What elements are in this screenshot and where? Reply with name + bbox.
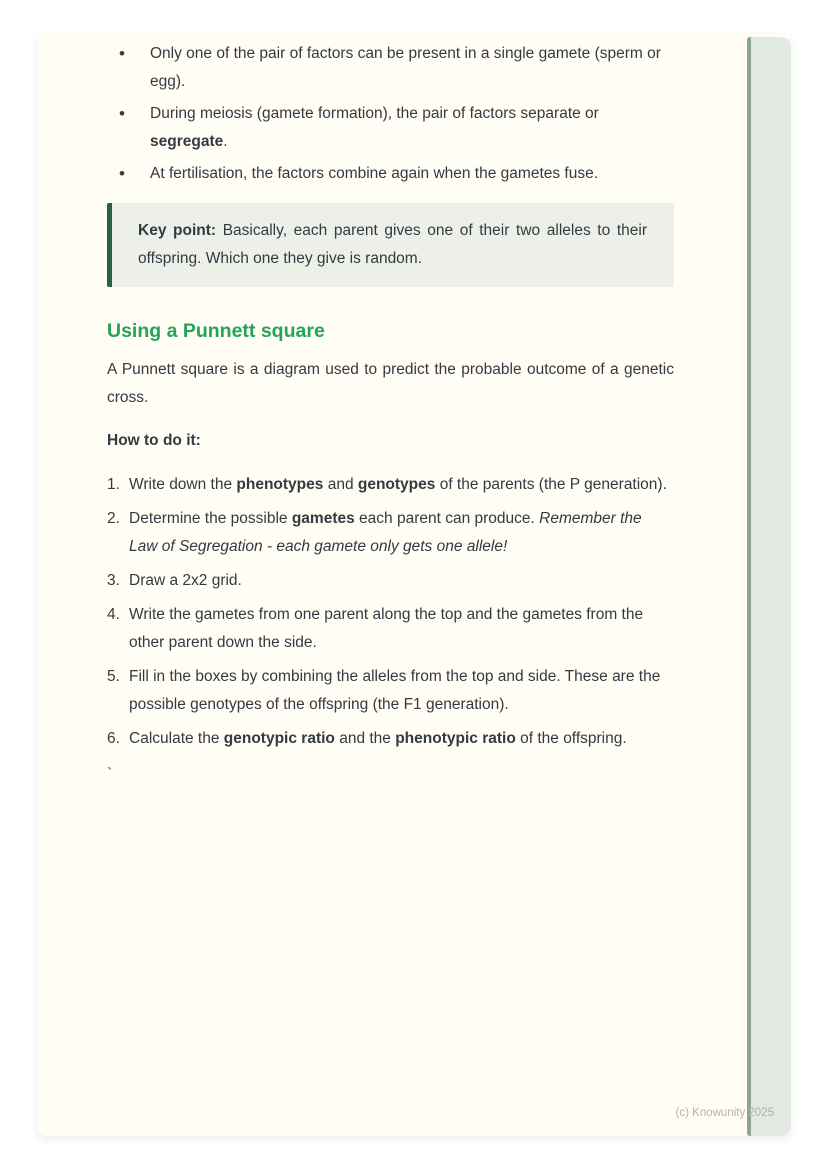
- bullet-list: [107, 40, 674, 188]
- section-heading: Using a Punnett square: [107, 320, 325, 342]
- copyright-watermark: (c) Knowunity 2025: [675, 1107, 774, 1119]
- intro-paragraph: A Punnett square is a diagram used to predict the probable outcome of a genetic cross.: [107, 361, 674, 406]
- step-item: Write the gametes from one parent along the top and the gametes from the other parent down the side.: [129, 606, 644, 651]
- document-page: [37, 34, 791, 1136]
- how-to-subheading: How to do it:: [107, 432, 201, 449]
- step-item: Draw a 2x2 grid.: [129, 572, 242, 589]
- key-point-label: Key point:: [138, 222, 217, 239]
- step-item: Fill in the boxes by combining the alleles from the top and side. These are the possible genotypes of the offspring (the F1 generation).: [129, 668, 661, 713]
- bullet-item: • Only one of the pair of factors can be present in a single gamete (sperm or egg).: [107, 40, 674, 96]
- bullet-item: • At fertilisation, the factors combine again when the gametes fuse.: [107, 160, 674, 188]
- stray-backtick: `: [107, 766, 113, 783]
- step-item: Write down the phenotypes and genotypes of the parents (the P generation).: [129, 476, 667, 493]
- step-item: Calculate the genotypic ratio and the phenotypic ratio of the offspring.: [129, 730, 627, 747]
- page-edge-strip: [747, 37, 791, 1136]
- key-point-text: Basically, each parent gives one of their two alleles to their offspring. Which one they give is random.: [138, 222, 648, 267]
- step-item: Determine the possible gametes each parent can produce. Remember the Law of Segregation - each gamete only gets one allele!: [129, 510, 642, 555]
- steps-list: [107, 471, 674, 753]
- page-content: [107, 34, 674, 789]
- key-point-callout: [107, 203, 674, 287]
- bullet-item: • During meiosis (gamete formation), the pair of factors separate or segregate.: [107, 100, 674, 156]
